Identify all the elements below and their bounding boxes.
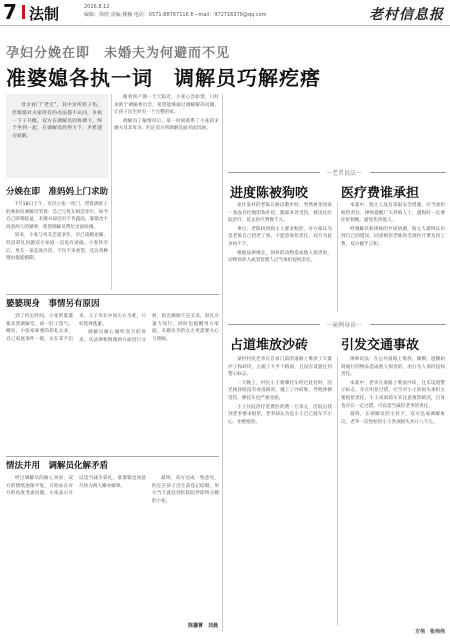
paragraph: 原来，小张与男友恋爱多年，早已谈婚论嫁，但因彩礼问题双方家庭一直没有谈拢。小张怀孕后，男友一家态度冷淡，不仅不来看望，还以各种理由拖延婚期。 — [6, 233, 108, 262]
column-divider — [222, 94, 223, 632]
paragraph: 调解员耐心倾听双方的诉求，从法律和情理两方面进行分析，指出婚姻不是买卖，彩礼应量力而行，同时也提醒男方家庭，未婚先孕的女方更需要关心与照顾。 — [79, 314, 219, 343]
right-top-body-left — [228, 202, 332, 265]
editor-line: 编辑：徐欣 责编 楼楠 电话：0571-88767116 E—mail：972716370@qq.com — [84, 12, 267, 18]
section-3-head: 情法并用 调解员化解矛盾 — [6, 461, 109, 471]
paragraph: 本案中，狗主人没有采取安全措施，应当承担赔偿责任。律师提醒广大养狗人士，遛狗时一定要拴好狗绳，避免伤害他人。 — [341, 203, 445, 224]
section-2 — [6, 298, 219, 344]
section-2-body — [6, 313, 219, 344]
right-top-tag: 一老者说法一 — [326, 170, 363, 177]
article-lead: 母亲看门“老无”，其中亲所担子伤，但婆婆对夫家所有的办法都不认同，争执一下子升级，双方在调解员的协调下，终于坐到一起，在调解员的努力下，矛盾迎刃而解。 — [12, 103, 102, 140]
masthead — [0, 0, 450, 26]
article-headline: 准婆媳各执一词 调解员巧解疙瘩 — [6, 66, 321, 90]
right-bottom-body-left — [228, 356, 332, 426]
paragraph: 到了约定时间，小张的准婆婆来到调解室，却一肚子怨气。她说，小张家索要的彩礼太多，自己家庭条件一般，实在拿不出来，儿子夹在中间左右为难，只好选择逃避。 — [6, 314, 146, 342]
right-top-title-left: 进度陈被狗咬 — [230, 186, 309, 201]
tag-rule — [370, 324, 446, 325]
right-top-body-right — [341, 202, 445, 249]
paper-logo: 老村信息报 — [369, 7, 444, 23]
section-2-head: 婆婆现身 事情另有原因 — [6, 299, 100, 309]
right-bottom-body-right — [341, 356, 445, 426]
paragraph: 经过调解员的耐心劝说，双方的情绪逐渐平复，开始站在对方的角度考虑问题。小张表示可以适当减少彩礼，准婆婆也同意尽快为两人操办婚事。 — [6, 476, 146, 497]
right-top-col-right — [341, 202, 445, 250]
article-byline: 陈骥菁 刘晨 — [187, 623, 218, 629]
article-kicker: 孕妇分娩在即 未婚夫为何避而不见 — [6, 46, 231, 61]
section-1-cont — [114, 94, 219, 134]
paragraph: 经调解员和律师的共同协调，狗主人最终认识到自己的错误，同意赔偿老陈的全部医疗费及误工费，双方握手言和。 — [341, 226, 445, 247]
paragraph: 家住某村的老陈在路边散步时，突然被邻居家一条没有拴绳的狗扑咬，腿部多处受伤，被送往医院治疗，花去医疗费数千元。 — [228, 203, 332, 224]
right-top-title-right: 医疗费谁承担 — [341, 186, 420, 201]
right-top-col-left — [228, 202, 332, 266]
section-1-head: 分娩在即 准妈妈上门求助 — [6, 187, 109, 197]
issue-meta — [84, 3, 266, 19]
paragraph: 眼看预产期一天天临近，小张心急如焚，只好求助于调解委员会，希望能够通过调解解决问题，让孩子出生时有一个完整的家。 — [114, 95, 219, 116]
issue-date: 2016.8.12 — [84, 4, 110, 10]
section-3 — [6, 460, 219, 505]
section-1-body-2 — [114, 94, 219, 133]
paragraph: 7月18日上午，市民小张一进门，带着满肚子的委屈向调解员哭诉：自己与男友相恋多年，如今自己即将临盆，未婚夫却迟迟不肯露面，婆婆也不同意两人的婚事，希望调解员帮忙出面协调。 — [6, 202, 108, 230]
section-name: 法制 — [29, 5, 60, 23]
tag-rule — [370, 172, 446, 173]
column-divider — [111, 94, 112, 290]
lead-box — [6, 94, 108, 178]
section-1 — [6, 186, 108, 264]
paragraph: 最终，双方达成一致意见，约定在孩子出生前登记结婚，男方当天就赶到医院陪伴即将分娩的小张。 — [152, 476, 219, 504]
column-divider — [337, 202, 338, 312]
section-3-body — [6, 475, 219, 505]
right-bottom-byline: 方伟 张伟伟 — [414, 629, 445, 635]
section-rule — [6, 294, 219, 295]
paragraph: 本案中，老李在道路上堆放沙砖，且未设置警示标志，存在明显过错，应当对小王的损失承担主要赔偿责任。小王夜间骑车未注意观察路况，自身也存在一定过错，可以适当减轻老李的责任。 — [341, 380, 445, 409]
paragraph: 事后，老陈找到狗主人要求赔偿，对方却认为是老陈自己招惹了狗，不愿意承担责任，双方为此争执不下。 — [228, 226, 332, 247]
column-divider — [337, 356, 338, 626]
right-bottom-title-left: 占道堆放沙砖 — [230, 338, 309, 353]
paragraph: 最终，在调解员的主持下，双方达成调解协议，老李一次性赔偿小王各项损失共计八千元。 — [341, 412, 445, 425]
paragraph: 根据法律规定，饲养的动物造成他人损害的，动物饲养人或者管理人应当承担侵权责任。 — [228, 250, 332, 264]
page-number: 7 — [3, 0, 17, 24]
right-bottom-tag: 一案例导读一 — [326, 322, 363, 329]
section-marker — [22, 5, 25, 19]
tag-rule — [228, 324, 320, 325]
paragraph: 一天晚上，村民小王骑摩托车经过此处时，因光线昏暗没有看清路况，撞上了沙砖堆，导致摔倒受伤，摩托车也严重受损。 — [228, 380, 332, 401]
paragraph: 小王住院治疗花费医药费一万余元，出院后找到老李要求赔偿，老李却认为是小王自己骑车不小心，拒绝赔偿。 — [228, 404, 332, 425]
paragraph: 调解员了解情况后，第一时间联系了小张的未婚夫及其母亲，约定双方到调解室面对面沟通。 — [114, 118, 219, 132]
right-bottom-col-left — [228, 356, 332, 427]
right-bottom-title-right: 引发交通事故 — [341, 338, 420, 353]
section-1-body — [6, 201, 108, 263]
right-bottom-col-right — [341, 356, 445, 427]
section-rule — [6, 456, 219, 457]
tag-rule — [228, 172, 320, 173]
paragraph: 某村村民老李在自家门前的道路上堆放了大量沙子和砖块，占据了大半个路面，且没有设置任何警示标志。 — [228, 357, 332, 378]
paragraph: 律师说法：在公共道路上堆放、倾倒、遗撒妨碍通行的物品造成他人损害的，由行为人承担侵权责任。 — [341, 357, 445, 378]
